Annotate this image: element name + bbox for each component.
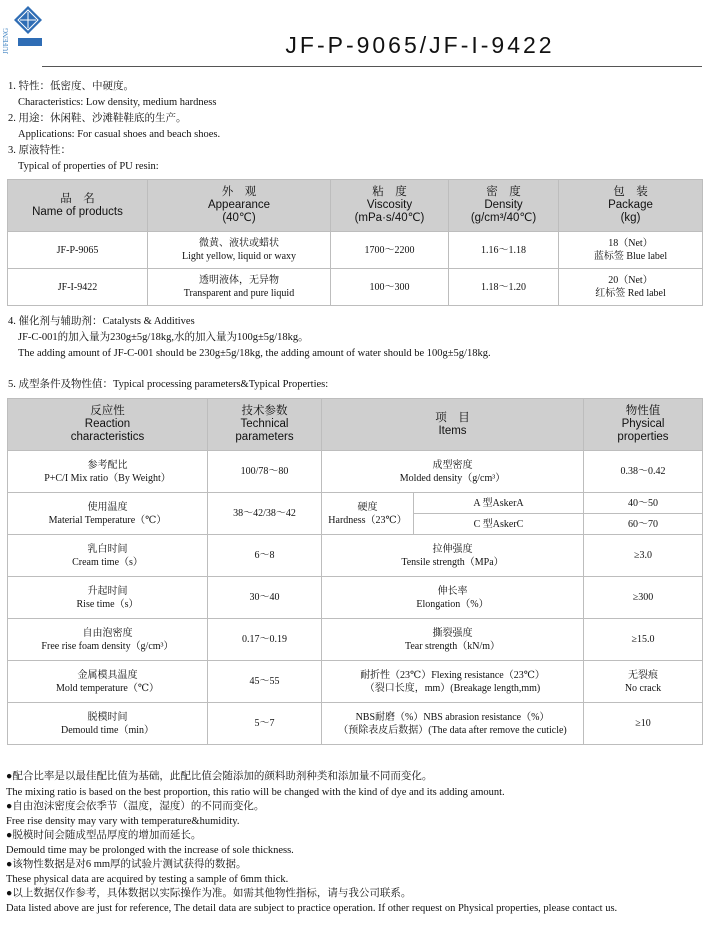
resin-table-header [8,180,703,232]
header-appearance: 外 观 Appearance (40℃) [148,180,331,232]
note-3-en: Demould time may be prolonged with the increase of sole thickness. [6,845,294,856]
header-name: 品 名 Name of products [8,180,148,232]
reaction-cell: 自由泡密度 Free rise foam density（g/cm³） [8,619,208,661]
reaction-cell: 升起时间 Rise time（s） [8,577,208,619]
param-cell: 30～40 [208,577,322,619]
package-cell: 18（Net） 蓝标签 Blue label [559,232,703,269]
param-cell: 100/78～80 [208,451,322,493]
note-4-en: These physical data are acquired by testing a sample of 6mm thick. [6,874,289,885]
appearance-cell: 透明液体，无异物 Transparent and pure liquid [148,269,331,306]
appearance-cell: 微黄、液状或蜡状 Light yellow, liquid or waxy [148,232,331,269]
item-cell: 撕裂强度 Tear strength（kN/m） [322,619,584,661]
header-density: 密 度 Density (g/cm³/40℃) [449,180,559,232]
reaction-cell: 使用温度 Material Temperature（℃） [8,493,208,535]
param-cell: 38～42/38～42 [208,493,322,535]
note-3-cn: ●脱模时间会随成型品厚度的增加而延长。 [6,830,202,841]
param-cell: 6～8 [208,535,322,577]
note-2-en: Free rise density may vary with temperature&humidity. [6,816,240,827]
table-row [8,577,703,619]
processing-heading: 5. 成型条件及物性值：Typical processing parameters&Typical Properties: [8,379,329,390]
title-divider [42,66,702,67]
viscosity-cell: 1700～2200 [331,232,449,269]
processing-properties-table [7,398,703,745]
application-en: Applications: For casual shoes and beach shoes. [18,129,221,140]
hardness-a-label: A 型AskerA [414,493,584,514]
note-5-en: Data listed above are just for reference, The detail data are subject to practice operation. If other request on Physical properties, please contact us. [6,903,618,914]
param-cell: 0.17～0.19 [208,619,322,661]
item-cell: NBS耐磨（%）NBS abrasion resistance（%） （预除表皮后数据）(The data after remove the cuticle) [322,703,584,745]
value-cell: ≥3.0 [584,535,703,577]
catalyst-cn: JF-C-001的加入量为230g±5g/18kg,水的加入量为100g±5g/18kg。 [18,332,309,343]
reaction-cell: 乳白时间 Cream time（s） [8,535,208,577]
value-cell: 60～70 [584,514,703,535]
page-title: JF-P-9065/JF-I-9422 [285,32,555,58]
item-cell: 拉伸强度 Tensile strength（MPa） [322,535,584,577]
catalyst-en: The adding amount of JF-C-001 should be 230g±5g/18kg, the adding amount of water should be 100g±5g/18kg. [18,348,491,359]
resin-props-cn: 3. 原液特性： [8,145,71,156]
feature-en: Characteristics: Low density, medium hardness [18,97,217,108]
viscosity-cell: 100～300 [331,269,449,306]
header-physical: 物性值 Physical properties [584,399,703,451]
value-cell: ≥10 [584,703,703,745]
prop-table-header [8,399,703,451]
item-cell: 成型密度 Molded density（g/cm³） [322,451,584,493]
item-cell: 伸长率 Elongation（%） [322,577,584,619]
table-row [8,703,703,745]
header-items: 项 目 Items [322,399,584,451]
resin-properties-table [7,179,703,306]
table-row [8,535,703,577]
catalyst-heading: 4. 催化剂与辅助剂：Catalysts & Additives [8,316,195,327]
logo-text: JUFENG [2,27,10,54]
note-1-en: The mixing ratio is based on the best proportion, this ratio will be changed with the kind of dye and its adding amount. [6,787,505,798]
header-reaction: 反应性 Reaction characteristics [8,399,208,451]
item-cell: 耐折性（23℃）Flexing resistance（23℃） （裂口长度，mm）(Breakage length,mm) [322,661,584,703]
reaction-cell: 脱模时间 Demould time（min） [8,703,208,745]
table-row [8,493,703,514]
value-cell: ≥300 [584,577,703,619]
value-cell: 40～50 [584,493,703,514]
note-1-cn: ●配合比率是以最佳配比值为基础，此配比值会随添加的颜料助剂种类和添加量不同而变化。 [6,771,433,782]
reaction-cell: 金属模具温度 Mold temperature（℃） [8,661,208,703]
company-logo-icon [6,4,44,50]
density-cell: 1.16～1.18 [449,232,559,269]
header-package: 包 装 Package (kg) [559,180,703,232]
note-5-cn: ●以上数据仅作参考，具体数据以实际操作为准。如需其他物性指标，请与我公司联系。 [6,888,412,899]
feature-cn: 1. 特性：低密度、中硬度。 [8,81,134,92]
value-cell: 无裂痕 No crack [584,661,703,703]
package-cell: 20（Net） 红标签 Red label [559,269,703,306]
value-cell: ≥15.0 [584,619,703,661]
value-cell: 0.38～0.42 [584,451,703,493]
table-row [8,232,703,269]
product-name: JF-I-9422 [8,269,148,306]
note-2-cn: ●自由泡沫密度会依季节（温度，湿度）的不同而变化。 [6,801,265,812]
table-row [8,661,703,703]
application-cn: 2. 用途：休闲鞋、沙滩鞋鞋底的生产。 [8,113,187,124]
resin-props-en: Typical of properties of PU resin: [18,161,159,172]
header-viscosity: 粘 度 Viscosity (mPa·s/40℃) [331,180,449,232]
param-cell: 45～55 [208,661,322,703]
item-cell: 硬度 Hardness（23℃） [322,493,414,535]
product-name: JF-P-9065 [8,232,148,269]
hardness-c-label: C 型AskerC [414,514,584,535]
table-row [8,269,703,306]
table-row [8,451,703,493]
header-technical: 技术参数 Technical parameters [208,399,322,451]
density-cell: 1.18～1.20 [449,269,559,306]
note-4-cn: ●该物性数据是对6 mm厚的试验片测试获得的数据。 [6,859,247,870]
reaction-cell: 参考配比 P+C/I Mix ratio（By Weight） [8,451,208,493]
param-cell: 5～7 [208,703,322,745]
table-row [8,619,703,661]
